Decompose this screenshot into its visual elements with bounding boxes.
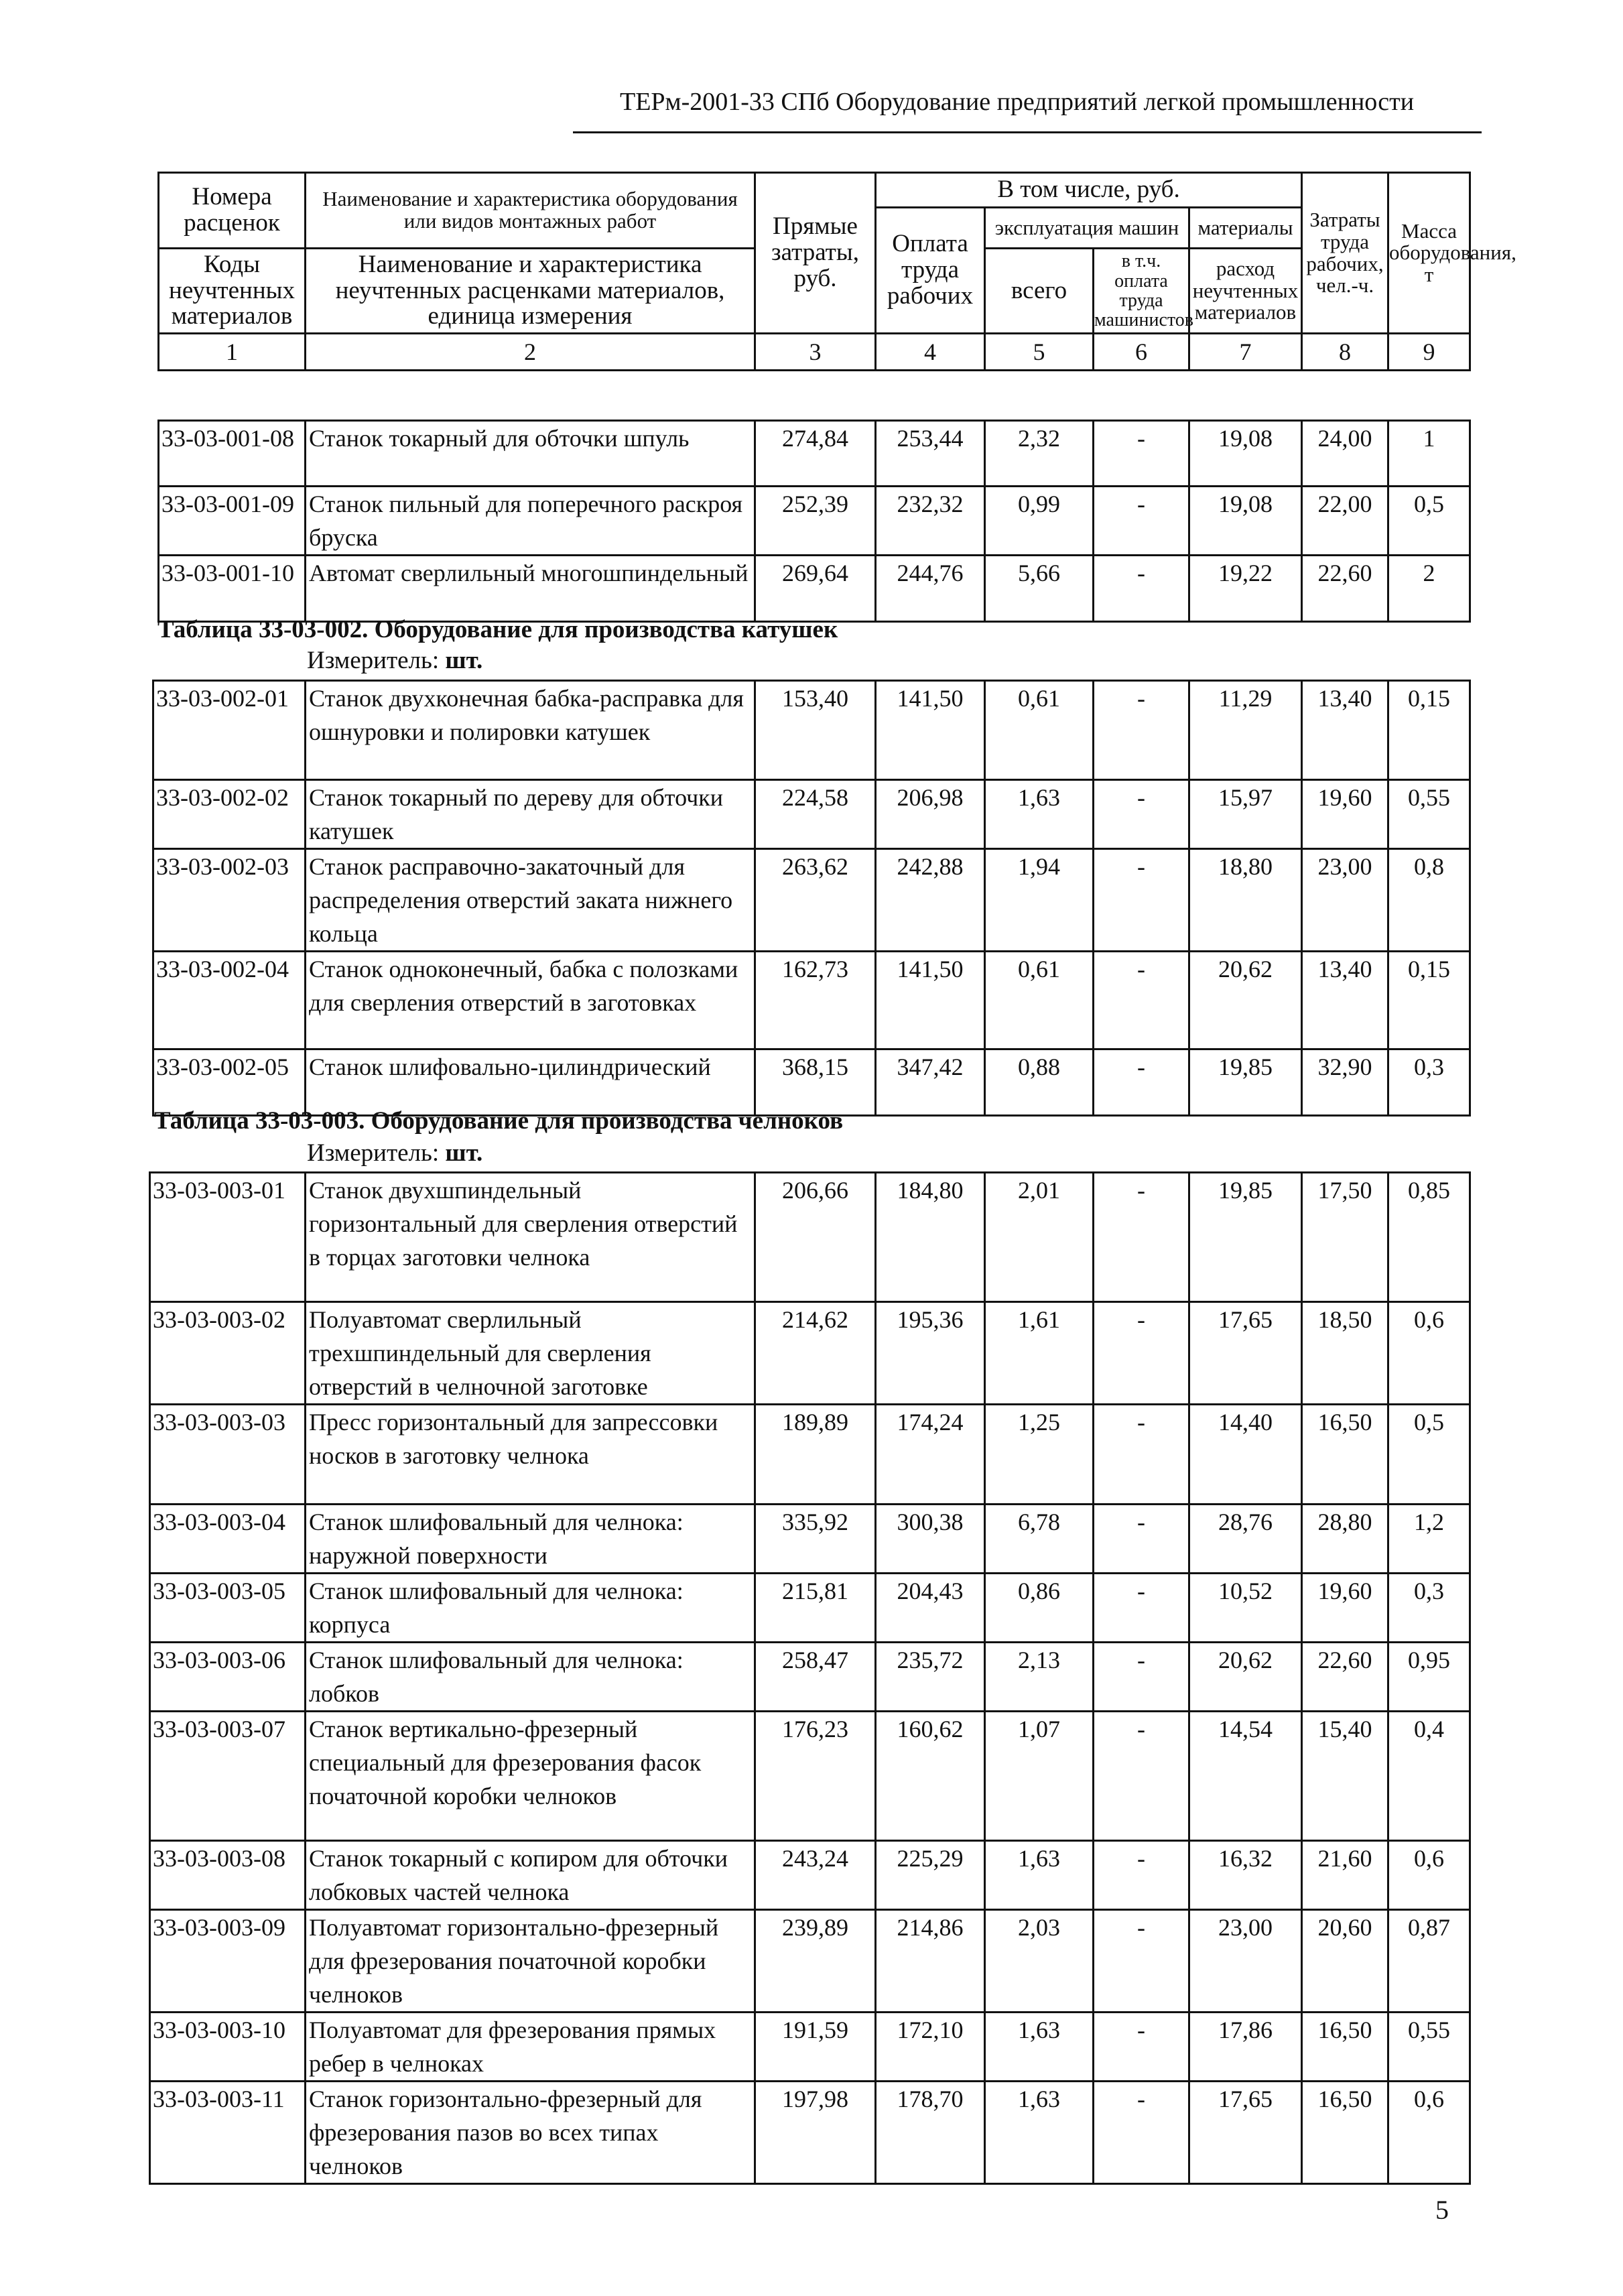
direct-cost: 191,59: [755, 2013, 876, 2082]
labor-hours: 13,40: [1302, 681, 1388, 780]
equipment-mass: 0,3: [1388, 1574, 1470, 1643]
operator-pay: -: [1094, 1643, 1189, 1712]
materials-cost: 16,32: [1189, 1841, 1302, 1910]
equipment-mass: 0,5: [1388, 1405, 1470, 1505]
operator-pay: -: [1094, 1910, 1189, 2013]
operator-pay: -: [1094, 2082, 1189, 2184]
operator-pay: -: [1094, 952, 1189, 1049]
materials-cost: 11,29: [1189, 681, 1302, 780]
equipment-name: Полуавтомат сверлильный трехшпиндельный для сверления отверстий в челночной заготовке: [306, 1302, 755, 1405]
equipment-name: Станок двухконечная бабка-расправка для ошнуровки и полировки катушек: [306, 681, 755, 780]
machine-cost: 1,25: [985, 1405, 1094, 1505]
machine-cost: 1,63: [985, 780, 1094, 849]
equipment-name: Станок горизонтально-фрезерный для фрезерования пазов во всех типах челноков: [306, 2082, 755, 2184]
equipment-name: Станок токарный для обточки шпуль: [306, 421, 755, 487]
labor-cost: 244,76: [876, 556, 985, 622]
col1-bottom-header: Коды неучтенных материалов: [159, 249, 306, 334]
measure-unit: шт.: [445, 1139, 483, 1167]
equipment-mass: 0,5: [1388, 487, 1470, 556]
col5-header: всего: [985, 249, 1094, 334]
labor-cost: 141,50: [876, 952, 985, 1049]
direct-cost: 153,40: [755, 681, 876, 780]
equipment-name: Станок одноконечный, бабка с полозками для сверления отверстий в заготовках: [306, 952, 755, 1049]
table-row: [153, 780, 1470, 849]
labor-hours: 19,60: [1302, 1574, 1388, 1643]
machine-cost: 1,63: [985, 2082, 1094, 2184]
measure-line-33-03-002: [307, 646, 482, 675]
table-row: [153, 1049, 1470, 1116]
col1-top-header: Номера расценок: [159, 173, 306, 249]
labor-hours: 28,80: [1302, 1505, 1388, 1574]
machine-cost: 5,66: [985, 556, 1094, 622]
materials-cost: 17,86: [1189, 2013, 1302, 2082]
direct-cost: 368,15: [755, 1049, 876, 1116]
page-number: 5: [1435, 2195, 1449, 2225]
measure-label: Измеритель:: [307, 647, 440, 674]
equipment-mass: 0,85: [1388, 1173, 1470, 1302]
labor-cost: 141,50: [876, 681, 985, 780]
rate-code: 33-03-003-05: [150, 1574, 306, 1643]
labor-cost: 232,32: [876, 487, 985, 556]
table-caption-33-03-002: Таблица 33-03-002. Оборудование для производства катушек: [157, 616, 838, 643]
column-number: 8: [1302, 334, 1388, 371]
direct-cost: 214,62: [755, 1302, 876, 1405]
labor-cost: 172,10: [876, 2013, 985, 2082]
labor-hours: 20,60: [1302, 1910, 1388, 2013]
machine-cost: 1,07: [985, 1712, 1094, 1841]
labor-hours: 16,50: [1302, 1405, 1388, 1505]
document-header-title: ТЕРм-2001-33 СПб Оборудование предприятий легкой промышленности: [620, 88, 1415, 116]
machines-group-header: эксплуатация машин: [985, 208, 1189, 249]
direct-cost: 206,66: [755, 1173, 876, 1302]
table-row: [150, 1173, 1470, 1302]
rate-code: 33-03-003-03: [150, 1405, 306, 1505]
rate-code: 33-03-002-03: [153, 849, 306, 952]
operator-pay: -: [1094, 1574, 1189, 1643]
machine-cost: 2,32: [985, 421, 1094, 487]
col3-header: Прямые затраты, руб.: [755, 173, 876, 334]
direct-cost: 239,89: [755, 1910, 876, 2013]
operator-pay: -: [1094, 1505, 1189, 1574]
rate-code: 33-03-003-01: [150, 1173, 306, 1302]
equipment-name: Станок шлифовальный для челнока: наружной поверхности: [306, 1505, 755, 1574]
rate-code: 33-03-001-09: [159, 487, 306, 556]
materials-cost: 14,40: [1189, 1405, 1302, 1505]
labor-cost: 160,62: [876, 1712, 985, 1841]
labor-hours: 22,00: [1302, 487, 1388, 556]
equipment-mass: 1: [1388, 421, 1470, 487]
machine-cost: 2,01: [985, 1173, 1094, 1302]
machine-cost: 0,86: [985, 1574, 1094, 1643]
labor-cost: 347,42: [876, 1049, 985, 1116]
direct-cost: 224,58: [755, 780, 876, 849]
direct-cost: 162,73: [755, 952, 876, 1049]
equipment-name: Станок пильный для поперечного раскроя бруска: [306, 487, 755, 556]
rate-code: 33-03-003-08: [150, 1841, 306, 1910]
direct-cost: 243,24: [755, 1841, 876, 1910]
machine-cost: 2,03: [985, 1910, 1094, 2013]
table-row: [153, 681, 1470, 780]
equipment-mass: 0,15: [1388, 952, 1470, 1049]
machine-cost: 1,63: [985, 1841, 1094, 1910]
labor-cost: 174,24: [876, 1405, 985, 1505]
labor-cost: 204,43: [876, 1574, 985, 1643]
direct-cost: 197,98: [755, 2082, 876, 2184]
operator-pay: -: [1094, 421, 1189, 487]
column-number: 5: [985, 334, 1094, 371]
direct-cost: 274,84: [755, 421, 876, 487]
measure-unit: шт.: [445, 647, 483, 674]
table-row: [159, 421, 1470, 487]
materials-cost: 18,80: [1189, 849, 1302, 952]
table-row: [150, 1574, 1470, 1643]
labor-hours: 13,40: [1302, 952, 1388, 1049]
rates-table-33-03-003: [149, 1171, 1471, 2185]
operator-pay: -: [1094, 1173, 1189, 1302]
table-row: [150, 2013, 1470, 2082]
direct-cost: 263,62: [755, 849, 876, 952]
machine-cost: 0,61: [985, 952, 1094, 1049]
direct-cost: 189,89: [755, 1405, 876, 1505]
column-number: 2: [306, 334, 755, 371]
machine-cost: 0,99: [985, 487, 1094, 556]
table-row: [150, 2082, 1470, 2184]
operator-pay: -: [1094, 1405, 1189, 1505]
direct-cost: 176,23: [755, 1712, 876, 1841]
col2-top-header: Наименование и характеристика оборудования или видов монтажных работ: [306, 173, 755, 249]
labor-hours: 17,50: [1302, 1173, 1388, 1302]
measure-label: Измеритель:: [307, 1139, 440, 1167]
column-number: 1: [159, 334, 306, 371]
table-row: [153, 849, 1470, 952]
equipment-mass: 0,15: [1388, 681, 1470, 780]
col7-header: расход неучтенных материалов: [1189, 249, 1302, 334]
materials-cost: 15,97: [1189, 780, 1302, 849]
labor-hours: 18,50: [1302, 1302, 1388, 1405]
materials-cost: 19,85: [1189, 1173, 1302, 1302]
col6-header: в т.ч. оплата труда машинистов: [1094, 249, 1189, 334]
machine-cost: 1,63: [985, 2013, 1094, 2082]
rate-code: 33-03-002-02: [153, 780, 306, 849]
rate-code: 33-03-002-04: [153, 952, 306, 1049]
materials-cost: 19,08: [1189, 487, 1302, 556]
rates-table-33-03-002: [152, 680, 1471, 1117]
rate-code: 33-03-003-02: [150, 1302, 306, 1405]
column-number: 6: [1094, 334, 1189, 371]
labor-cost: 206,98: [876, 780, 985, 849]
col4-header: Оплата труда рабочих: [876, 208, 985, 334]
operator-pay: -: [1094, 780, 1189, 849]
labor-cost: 184,80: [876, 1173, 985, 1302]
equipment-name: Станок расправочно-закаточный для распределения отверстий заката нижнего кольца: [306, 849, 755, 952]
rate-code: 33-03-003-04: [150, 1505, 306, 1574]
table-row: [159, 487, 1470, 556]
equipment-name: Станок шлифовальный для челнока: корпуса: [306, 1574, 755, 1643]
labor-hours: 24,00: [1302, 421, 1388, 487]
machine-cost: 1,94: [985, 849, 1094, 952]
operator-pay: -: [1094, 1841, 1189, 1910]
materials-cost: 19,22: [1189, 556, 1302, 622]
operator-pay: -: [1094, 681, 1189, 780]
equipment-name: Станок двухшпиндельный горизонтальный для сверления отверстий в торцах заготовки челнока: [306, 1173, 755, 1302]
direct-cost: 258,47: [755, 1643, 876, 1712]
rate-code: 33-03-003-11: [150, 2082, 306, 2184]
machine-cost: 6,78: [985, 1505, 1094, 1574]
rate-code: 33-03-002-01: [153, 681, 306, 780]
materials-cost: 19,08: [1189, 421, 1302, 487]
table-row: [150, 1302, 1470, 1405]
labor-hours: 16,50: [1302, 2082, 1388, 2184]
labor-cost: 242,88: [876, 849, 985, 952]
equipment-name: Станок токарный по дереву для обточки катушек: [306, 780, 755, 849]
equipment-name: Пресс горизонтальный для запрессовки носков в заготовку челнока: [306, 1405, 755, 1505]
labor-cost: 225,29: [876, 1841, 985, 1910]
labor-hours: 15,40: [1302, 1712, 1388, 1841]
table-row: [150, 1405, 1470, 1505]
equipment-mass: 2: [1388, 556, 1470, 622]
machine-cost: 2,13: [985, 1643, 1094, 1712]
labor-cost: 195,36: [876, 1302, 985, 1405]
materials-cost: 20,62: [1189, 952, 1302, 1049]
labor-cost: 178,70: [876, 2082, 985, 2184]
equipment-mass: 0,87: [1388, 1910, 1470, 2013]
equipment-mass: 0,4: [1388, 1712, 1470, 1841]
rate-code: 33-03-001-10: [159, 556, 306, 622]
labor-hours: 16,50: [1302, 2013, 1388, 2082]
labor-cost: 300,38: [876, 1505, 985, 1574]
direct-cost: 269,64: [755, 556, 876, 622]
direct-cost: 215,81: [755, 1574, 876, 1643]
column-number: 3: [755, 334, 876, 371]
equipment-mass: 0,8: [1388, 849, 1470, 952]
table-row: [159, 556, 1470, 622]
equipment-name: Станок токарный с копиром для обточки лобковых частей челнока: [306, 1841, 755, 1910]
operator-pay: -: [1094, 1049, 1189, 1116]
materials-cost: 28,76: [1189, 1505, 1302, 1574]
machine-cost: 1,61: [985, 1302, 1094, 1405]
materials-group-header: материалы: [1189, 208, 1302, 249]
equipment-name: Станок шлифовальный для челнока: лобков: [306, 1643, 755, 1712]
col8-header: Затраты труда рабочих, чел.-ч.: [1302, 173, 1388, 334]
labor-hours: 19,60: [1302, 780, 1388, 849]
equipment-name: Полуавтомат для фрезерования прямых ребер в челноках: [306, 2013, 755, 2082]
operator-pay: -: [1094, 556, 1189, 622]
machine-cost: 0,88: [985, 1049, 1094, 1116]
equipment-name: Автомат сверлильный многошпиндельный: [306, 556, 755, 622]
labor-hours: 21,60: [1302, 1841, 1388, 1910]
equipment-mass: 0,3: [1388, 1049, 1470, 1116]
labor-cost: 253,44: [876, 421, 985, 487]
materials-cost: 10,52: [1189, 1574, 1302, 1643]
equipment-mass: 0,6: [1388, 1302, 1470, 1405]
rate-code: 33-03-003-07: [150, 1712, 306, 1841]
table-caption-33-03-003: Таблица 33-03-003. Оборудование для производства челноков: [154, 1107, 844, 1135]
direct-cost: 335,92: [755, 1505, 876, 1574]
labor-hours: 22,60: [1302, 556, 1388, 622]
col9-header: Масса оборудования, т: [1388, 173, 1470, 334]
labor-cost: 214,86: [876, 1910, 985, 2013]
column-header-table: [157, 172, 1516, 371]
labor-hours: 32,90: [1302, 1049, 1388, 1116]
equipment-mass: 0,95: [1388, 1643, 1470, 1712]
column-number: 4: [876, 334, 985, 371]
rate-code: 33-03-002-05: [153, 1049, 306, 1116]
labor-hours: 22,60: [1302, 1643, 1388, 1712]
measure-line-33-03-003: [307, 1139, 482, 1167]
equipment-mass: 0,55: [1388, 780, 1470, 849]
materials-cost: 17,65: [1189, 2082, 1302, 2184]
table-row: [150, 1505, 1470, 1574]
machine-cost: 0,61: [985, 681, 1094, 780]
table-row: [150, 1712, 1470, 1841]
operator-pay: -: [1094, 487, 1189, 556]
rates-table-33-03-001: [157, 420, 1471, 623]
table-row: [153, 952, 1470, 1049]
equipment-mass: 0,6: [1388, 2082, 1470, 2184]
materials-cost: 19,85: [1189, 1049, 1302, 1116]
labor-cost: 235,72: [876, 1643, 985, 1712]
rate-code: 33-03-003-06: [150, 1643, 306, 1712]
labor-hours: 23,00: [1302, 849, 1388, 952]
operator-pay: -: [1094, 2013, 1189, 2082]
operator-pay: -: [1094, 849, 1189, 952]
operator-pay: -: [1094, 1302, 1189, 1405]
table-row: [150, 1841, 1470, 1910]
table-row: [150, 1643, 1470, 1712]
materials-cost: 14,54: [1189, 1712, 1302, 1841]
column-number: 9: [1388, 334, 1470, 371]
table-row: [150, 1910, 1470, 2013]
column-number: 7: [1189, 334, 1302, 371]
operator-pay: -: [1094, 1712, 1189, 1841]
materials-cost: 17,65: [1189, 1302, 1302, 1405]
equipment-name: Станок шлифовально-цилиндрический: [306, 1049, 755, 1116]
materials-cost: 20,62: [1189, 1643, 1302, 1712]
rate-code: 33-03-003-10: [150, 2013, 306, 2082]
equipment-mass: 0,6: [1388, 1841, 1470, 1910]
equipment-mass: 0,55: [1388, 2013, 1470, 2082]
including-group-header: В том числе, руб.: [876, 173, 1302, 208]
rate-code: 33-03-001-08: [159, 421, 306, 487]
rate-code: 33-03-003-09: [150, 1910, 306, 2013]
equipment-name: Станок вертикально-фрезерный специальный для фрезерования фасок початочной коробки челноков: [306, 1712, 755, 1841]
materials-cost: 23,00: [1189, 1910, 1302, 2013]
equipment-name: Полуавтомат горизонтально-фрезерный для фрезерования початочной коробки челноков: [306, 1910, 755, 2013]
equipment-mass: 1,2: [1388, 1505, 1470, 1574]
direct-cost: 252,39: [755, 487, 876, 556]
col2-bottom-header: Наименование и характеристика неучтенных расценками материалов, единица измерения: [306, 249, 755, 334]
header-rule: [573, 131, 1482, 133]
